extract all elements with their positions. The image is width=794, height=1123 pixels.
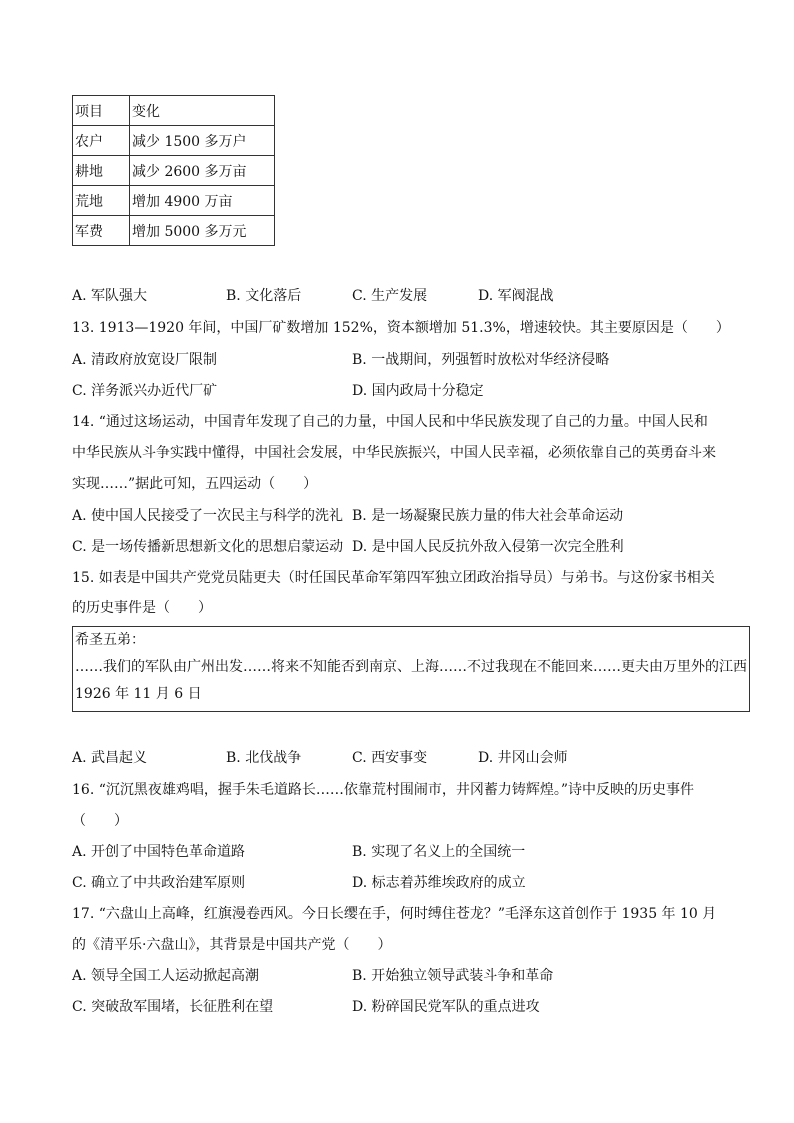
letter-body: ……我们的军队由广州出发……将来不知能否到南京、上海……不过我现在不能回来……更夫由万里外的江西 — [75, 659, 747, 675]
q14-option-d: D. 是中国人民反抗外敌入侵第一次完全胜利 — [352, 539, 624, 555]
table-row — [73, 186, 275, 216]
q15-option-d: D. 井冈山会师 — [478, 750, 568, 766]
q14-option-a: A. 使中国人民接受了一次民主与科学的洗礼 — [72, 508, 344, 524]
q12-option-a: A. 军队强大 — [72, 288, 148, 304]
q17-option-c: C. 突破敌军围堵，长征胜利在望 — [72, 999, 274, 1015]
table-row — [73, 216, 275, 246]
q16-stem-line: 16. “沉沉黑夜雄鸡唱，握手朱毛道路长……依靠荒村围闹市，井冈蓄力铸辉煌。”诗中反映的历史事件 — [72, 782, 695, 798]
q14-stem-line: 14. “通过这场运动，中国青年发现了自己的力量，中国人民和中华民族发现了自己的力量。中国人民和 — [72, 414, 708, 430]
table-cell: 减少 1500 多万户 — [130, 126, 275, 156]
table-cell: 减少 2600 多万亩 — [130, 156, 275, 186]
q16-option-b: B. 实现了名义上的全国统一 — [352, 844, 526, 860]
q17-stem-line: 的《清平乐·六盘山》，其背景是中国共产党（ ） — [72, 937, 392, 953]
q15-option-b: B. 北伐战争 — [226, 750, 302, 766]
q15-stem-line: 的历史事件是（ ） — [72, 600, 212, 616]
table-cell: 军费 — [73, 216, 130, 246]
letter-date: 1926 年 11 月 6 日 — [75, 686, 202, 702]
table-header-cell: 项目 — [73, 96, 130, 126]
q16-option-a: A. 开创了中国特色革命道路 — [72, 844, 246, 860]
q12-option-d: D. 军阀混战 — [478, 288, 554, 304]
q13-option-a: A. 清政府放宽设厂限制 — [72, 352, 218, 368]
q15-option-a: A. 武昌起义 — [72, 750, 148, 766]
q16-option-d: D. 标志着苏维埃政府的成立 — [352, 875, 526, 891]
table-cell: 农户 — [73, 126, 130, 156]
table-cell: 耕地 — [73, 156, 130, 186]
q12-option-b: B. 文化落后 — [226, 288, 302, 304]
q13-stem: 13. 1913—1920 年间，中国厂矿数增加 152%，资本额增加 51.3%，增速较快。其主要原因是（ ） — [72, 320, 730, 336]
q14-stem-line: 实现……”据此可知，五四运动（ ） — [72, 476, 318, 492]
letter-box — [72, 626, 750, 712]
letter-salutation: 希圣五弟： — [75, 632, 145, 648]
q15-stem-line: 15. 如表是中国共产党党员陆更夫（时任国民革命军第四军独立团政治指导员）与弟书。与这份家书相关 — [72, 570, 715, 586]
q17-option-b: B. 开始独立领导武装斗争和革命 — [352, 968, 554, 984]
q14-option-c: C. 是一场传播新思想新文化的思想启蒙运动 — [72, 539, 344, 555]
table-cell: 增加 4900 万亩 — [130, 186, 275, 216]
q13-option-c: C. 洋务派兴办近代厂矿 — [72, 383, 218, 399]
table-cell: 增加 5000 多万元 — [130, 216, 275, 246]
q17-option-a: A. 领导全国工人运动掀起高潮 — [72, 968, 260, 984]
q13-option-d: D. 国内政局十分稳定 — [352, 383, 484, 399]
table-row — [73, 126, 275, 156]
q12-option-c: C. 生产发展 — [352, 288, 428, 304]
q16-stem-line: （ ） — [72, 813, 128, 829]
q15-option-c: C. 西安事变 — [352, 750, 428, 766]
q14-stem-line: 中华民族从斗争实践中懂得，中国社会发展，中华民族振兴，中国人民幸福，必须依靠自己的英勇奋斗来 — [72, 445, 716, 461]
q17-option-d: D. 粉碎国民党军队的重点进攻 — [352, 999, 540, 1015]
change-table — [72, 95, 275, 246]
q16-option-c: C. 确立了中共政治建军原则 — [72, 875, 246, 891]
table-header-cell: 变化 — [130, 96, 275, 126]
table-cell: 荒地 — [73, 186, 130, 216]
q14-option-b: B. 是一场凝聚民族力量的伟大社会革命运动 — [352, 508, 624, 524]
q13-option-b: B. 一战期间，列强暂时放松对华经济侵略 — [352, 352, 610, 368]
table-header-row — [73, 96, 275, 126]
table-row — [73, 156, 275, 186]
q17-stem-line: 17. “六盘山上高峰，红旗漫卷西风。今日长缨在手，何时缚住苍龙？”毛泽东这首创作于 1935 年 10 月 — [72, 906, 717, 922]
